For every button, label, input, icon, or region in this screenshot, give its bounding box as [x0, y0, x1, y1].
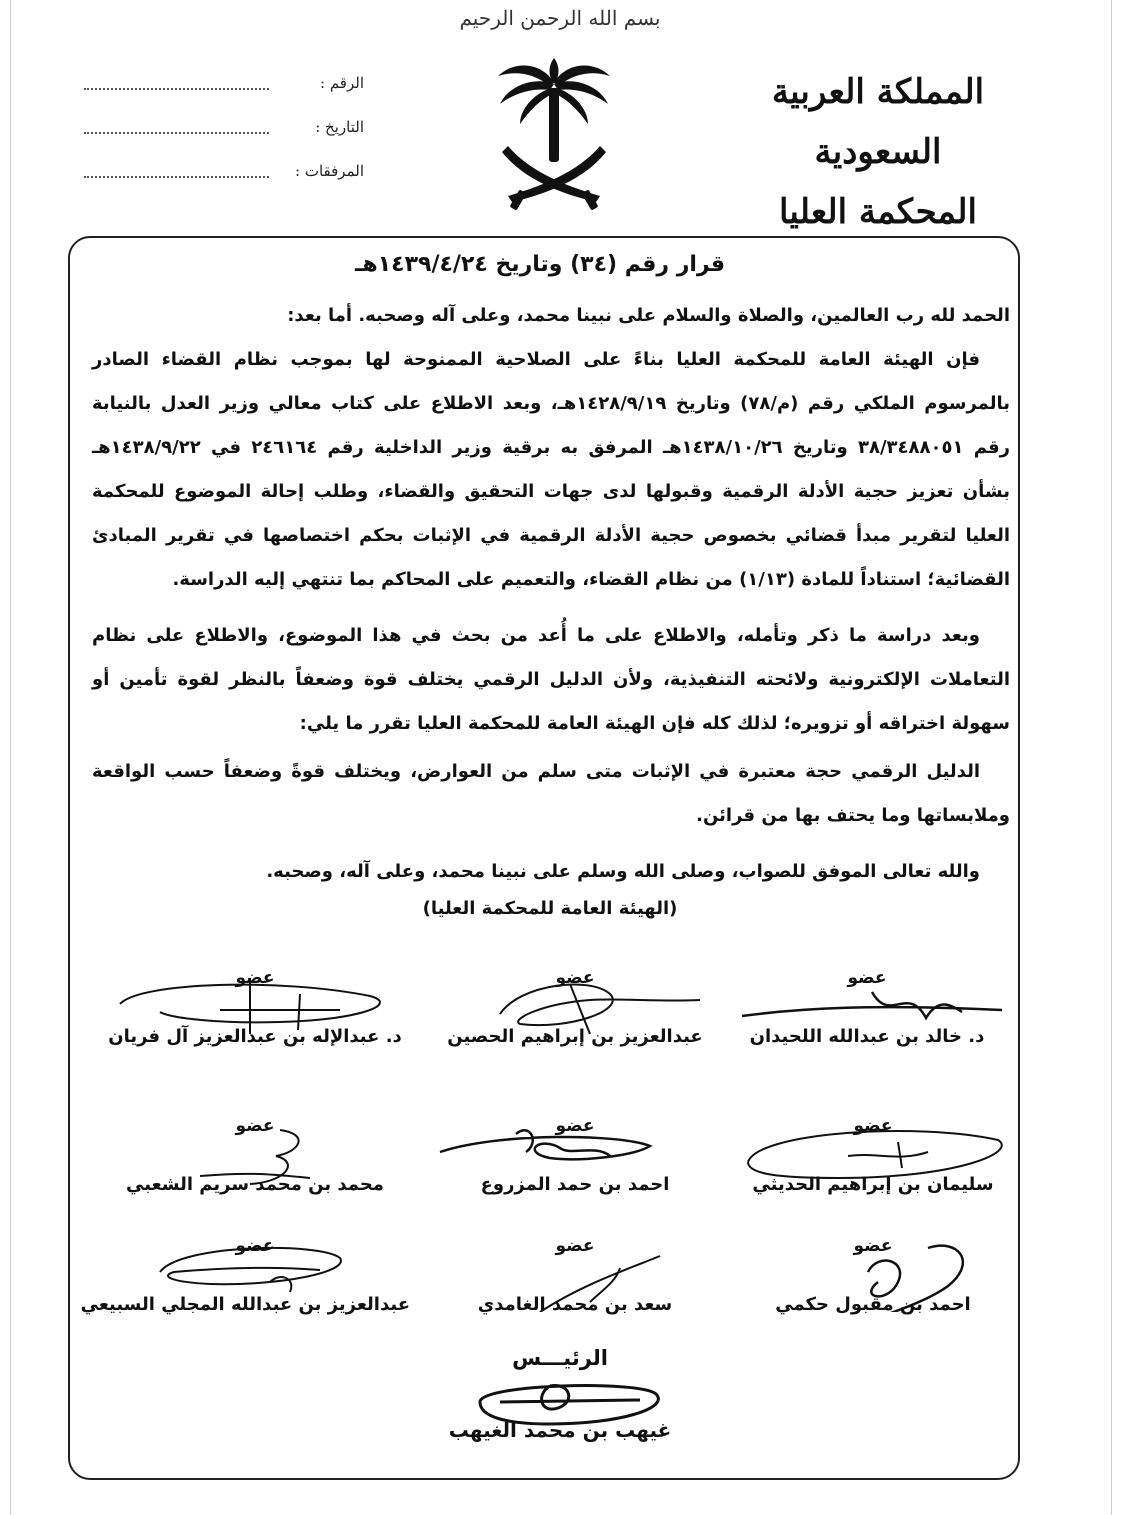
member-role: عضو [555, 1236, 595, 1256]
attachments-line [84, 176, 269, 178]
member-role: عضو [235, 1236, 275, 1256]
date-label: التاريخ : [315, 118, 364, 136]
member-role: عضو [555, 968, 595, 988]
kingdom-name: المملكة العربية السعودية [771, 72, 985, 172]
signatory-block [718, 1236, 1028, 1328]
signatory-block [80, 1236, 410, 1328]
signatory-block [718, 1116, 1028, 1208]
signatory-block [420, 1116, 730, 1208]
date-line [84, 132, 269, 134]
member-name: سليمان بن إبراهيم الحديثي [752, 1174, 994, 1195]
member-name: احمد بن حمد المزروع [480, 1174, 670, 1195]
date-field [84, 118, 364, 148]
signatory-block [100, 968, 410, 1060]
signatory-block [420, 968, 730, 1060]
member-role: عضو [555, 1116, 595, 1136]
member-name: احمد بن مقبول حكمي [775, 1294, 971, 1315]
member-role: عضو [847, 968, 887, 988]
closing-paragraph: والله تعالى الموفق للصواب، وصلى الله وسلم على نبينا محمد، وعلى آله، وصحبه. [266, 861, 980, 882]
opening-paragraph: الحمد لله رب العالمين، والصلاة والسلام على نبينا محمد، وعلى آله وصحبه. أما بعد: [287, 305, 1010, 326]
member-name: د. خالد بن عبدالله اللحيدان [749, 1026, 985, 1047]
member-role: عضو [853, 1236, 893, 1256]
member-role: عضو [235, 1116, 275, 1136]
letterhead-institution [713, 62, 1043, 242]
member-role: عضو [853, 1116, 893, 1136]
attachments-label: المرفقات : [295, 162, 364, 180]
attachments-field [84, 162, 364, 192]
president-role: الرئيـــس [512, 1346, 608, 1370]
deliberation-paragraph: وبعد دراسة ما ذكر وتأمله، والاطلاع على ما أُعد من بحث في هذا الموضوع، والاطلاع على نظام التعاملات الإلكترونية ولائحته التنفيذية، ولأن الدليل الرقمي يختلف قوة وضعفاً بالنظر لقوة تأمين أو سهولة اختراقه أو تزويره؛ لذلك كله فإن الهيئة العامة للمحكمة العليا تقرر ما يلي: [92, 625, 1010, 734]
signatory-block [420, 1236, 730, 1328]
member-name: عبدالعزيز بن عبدالله المجلي السبيعي [80, 1294, 410, 1315]
ruling-paragraph: الدليل الرقمي حجة معتبرة في الإثبات متى سلم من العوارض، ويختلف قوةً وضعفاً حسب الواقعة وملابساتها وما يحتف بها من قرائن. [92, 761, 1010, 826]
decision-title: قرار رقم (٣٤) وتاريخ ١٤٣٩/٤/٢٤هـ [354, 252, 726, 277]
member-role: عضو [235, 968, 275, 988]
basmala-heading: بسم الله الرحمن الرحيم [459, 6, 661, 30]
authority-label: (الهيئة العامة للمحكمة العليا) [422, 898, 678, 919]
president-name: غيهب بن محمد الغيهب [448, 1418, 672, 1442]
signatory-block [100, 1116, 410, 1208]
reference-number-label: الرقم : [320, 74, 364, 92]
court-name: المحكمة العليا [779, 192, 977, 232]
saudi-emblem-icon [484, 52, 624, 212]
reference-number-line [84, 88, 269, 90]
signatory-block [712, 968, 1022, 1060]
member-name: محمد بن محمد سريم الشعبي [126, 1174, 384, 1195]
member-name: د. عبدالإله بن عبدالعزيز آل فريان [108, 1026, 402, 1047]
reference-number-field [84, 74, 364, 104]
member-name: سعد بن محمد الغامدي [477, 1294, 673, 1315]
member-name: عبدالعزيز بن إبراهيم الحصين [447, 1026, 703, 1047]
preamble-paragraph: فإن الهيئة العامة للمحكمة العليا بناءً على الصلاحية الممنوحة لها بموجب نظام القضاء الصادر بالمرسوم الملكي رقم (م/٧٨) وتاريخ ١٤٢٨/٩/١٩هـ، وبعد الاطلاع على كتاب معالي وزير العدل بالنيابة رقم ٣٨/٣٤٨٨٠٥١ وتاريخ ١٤٣٨/١٠/٢٦هـ المرفق به برقية وزير الداخلية رقم ٢٤٦١٦٤ في ١٤٣٨/٩/٢٢هـ بشأن تعزيز حجية الأدلة الرقمية وقبولها لدى جهات التحقيق والقضاء، وطلب إحالة الموضوع للمحكمة العليا لتقرير مبدأ قضائي بخصوص حجية الأدلة الرقمية في الإثبات بحكم اختصاصها في تقرير المبادئ القضائية؛ استناداً للمادة (١/١٣) من نظام القضاء، والتعميم على المحاكم بما تنتهي إليه الدراسة. [92, 349, 1011, 590]
president-block [400, 1346, 720, 1456]
